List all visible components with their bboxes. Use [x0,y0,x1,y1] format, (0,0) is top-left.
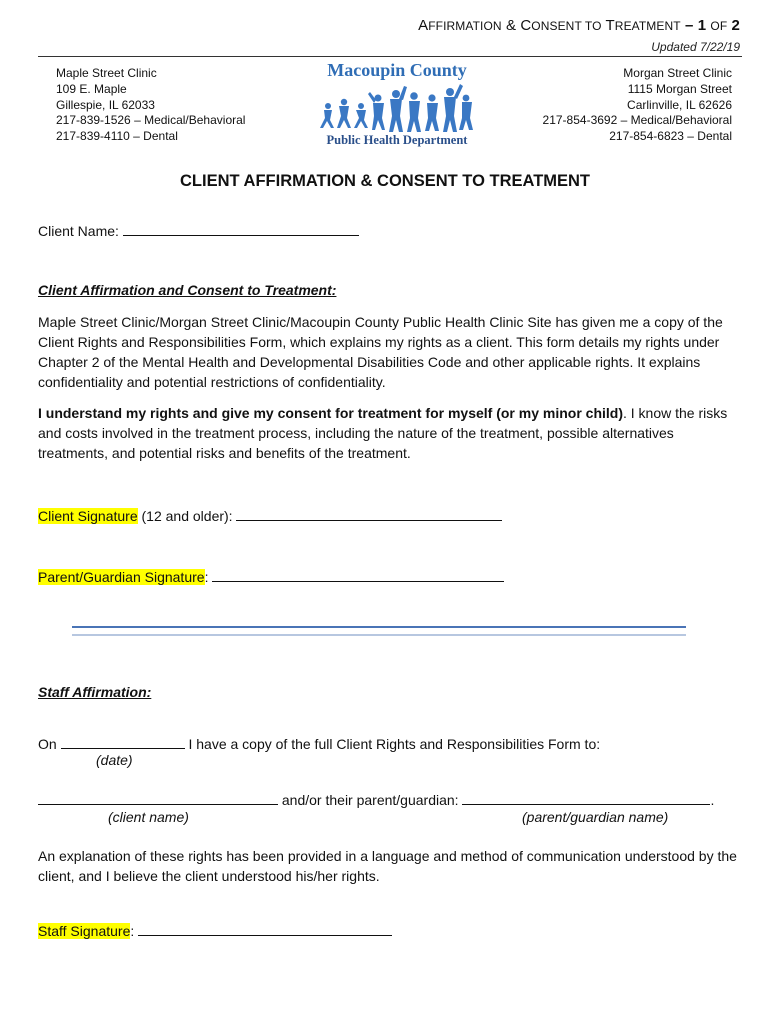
clinic-phone-medical: 217-839-1526 – Medical/Behavioral [56,113,246,128]
affirmation-paragraph: Maple Street Clinic/Morgan Street Clinic/Macoupin County Public Health Clinic Site has given me a copy of the Client Rights and Responsibilities Form, which explains my rights as a client. This form details my rights under Chapter 2 of the Mental Health and Developmental Disabilities Code and other applicable rights. It explains confidentiality and potential restrictions of confidentiality. [38,314,723,390]
client-affirmation-heading: Client Affirmation and Consent to Treatment: [38,282,337,298]
section-divider [72,626,686,636]
client-signature-label: Client Signature [38,508,138,524]
guardian-name-field[interactable] [462,790,710,805]
staff-signature-field[interactable] [138,921,392,936]
clinic-phone-dental: 217-854-6823 – Dental [609,129,732,144]
client-name-entry-field[interactable] [38,790,278,805]
staff-affirmation-heading: Staff Affirmation: [38,684,152,700]
logo-graphic [314,58,480,150]
left-clinic-address [56,66,245,145]
and-guardian-text: and/or their parent/guardian: [281,792,459,808]
right-clinic-address [543,66,732,145]
clinic-phone-dental: 217-839-4110 – Dental [56,129,178,144]
guardian-signature-row [38,567,504,585]
client-name-field[interactable] [123,221,359,236]
guardian-name-caption: (parent/guardian name) [522,809,669,825]
clinic-street: 1115 Morgan Street [627,81,732,96]
logo-top-text: Macoupin County [327,60,467,80]
updated-date: Updated 7/22/19 [651,40,740,54]
guardian-signature-label: Parent/Guardian Signature [38,569,205,585]
explanation-paragraph: An explanation of these rights has been provided in a language and method of communication understood by the client, and I believe the client understood his/her rights. [38,848,737,884]
row-period: . [710,792,715,808]
client-guardian-row [38,790,714,808]
on-label: On [38,736,57,752]
client-name-caption: (client name) [108,809,189,825]
clinic-street: 109 E. Maple [56,81,127,96]
client-signature-field[interactable] [236,506,502,521]
staff-signature-suffix: : [130,923,135,939]
staff-signature-label: Staff Signature [38,923,131,939]
form-title: CLIENT AFFIRMATION & CONSENT TO TREATMENT [179,172,591,190]
clinic-city: Carlinville, IL 62626 [627,97,732,112]
date-field[interactable] [61,734,185,749]
guardian-signature-suffix: : [204,569,209,585]
date-caption: (date) [96,752,133,768]
header-rule [38,56,742,57]
copy-statement: I have a copy of the full Client Rights and Responsibilities Form to: [188,736,601,752]
client-signature-row [38,506,502,524]
health-department-logo [314,58,480,150]
guardian-signature-field[interactable] [212,567,504,582]
consent-details: . I know the risks and costs involved in the treatment process, including the nature of the treatment, possible alternatives treatments, and potential risks and benefits of the treatment. [38,405,728,461]
clinic-name: Maple Street Clinic [56,66,157,80]
clinic-phone-medical: 217-854-3692 – Medical/Behavioral [542,113,732,128]
client-name-row [38,221,359,239]
consent-paragraph [38,403,738,463]
clinic-city: Gillespie, IL 62033 [56,97,155,112]
consent-statement: I understand my rights and give my consent for treatment for myself (or my minor child) [38,405,623,421]
staff-date-row [38,734,600,752]
staff-signature-row [38,921,392,939]
document-title: AFFIRMATION & CONSENT TO TREATMENT – 1 OF 2 [418,17,740,34]
logo-bottom-text: Public Health Department [326,133,468,147]
clinic-name: Morgan Street Clinic [623,66,732,80]
client-signature-suffix: (12 and older): [137,508,233,524]
client-name-label: Client Name: [38,223,119,239]
children-figures-icon [320,84,473,132]
